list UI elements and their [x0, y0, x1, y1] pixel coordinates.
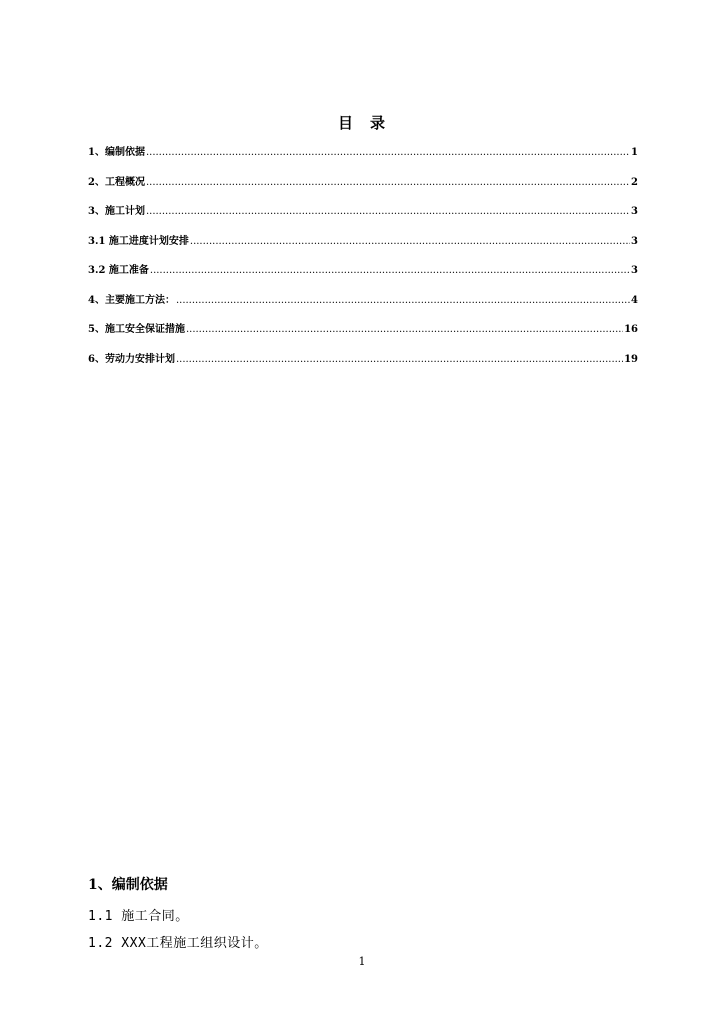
- toc-entry-label: 2、工程概况: [88, 176, 145, 188]
- toc-entry-label: 5、施工安全保证措施: [88, 324, 185, 335]
- toc-entry[interactable]: [88, 350, 638, 380]
- toc-entry[interactable]: [88, 202, 638, 232]
- toc-entry[interactable]: [88, 232, 638, 262]
- toc-entry-label: 4、主要施工方法：: [88, 294, 175, 306]
- body-line: 1.2 XXX工程施工组织设计。: [88, 936, 268, 951]
- toc-entry[interactable]: [88, 173, 638, 203]
- toc-title: 目 录: [337, 114, 386, 132]
- toc-leader-dots: [176, 295, 630, 306]
- toc-leader-dots: [150, 265, 630, 276]
- toc-leader-dots: [186, 324, 623, 335]
- toc-entry-page: 3: [631, 206, 638, 217]
- toc-entry-page: 2: [631, 176, 638, 188]
- toc-entry-label: 3.2 施工准备: [88, 265, 149, 276]
- toc-entry-page: 3: [631, 235, 638, 247]
- toc-entry-page: 3: [631, 265, 638, 276]
- toc-entry[interactable]: [88, 291, 638, 321]
- page-number: 1: [358, 955, 366, 968]
- toc-entry[interactable]: [88, 320, 638, 350]
- toc-entry-page: 16: [624, 324, 638, 335]
- toc-leader-dots: [146, 147, 630, 158]
- body-line: 1.1 施工合同。: [88, 909, 189, 924]
- toc-leader-dots: [146, 206, 630, 217]
- toc-entry[interactable]: [88, 143, 638, 173]
- toc-entry-label: 3.1 施工进度计划安排: [88, 235, 189, 247]
- toc-leader-dots: [190, 236, 630, 247]
- toc-entry-label: 3、施工计划: [88, 206, 145, 217]
- toc-entry-label: 1、编制依据: [88, 147, 145, 158]
- toc-entry-page: 19: [624, 353, 638, 365]
- toc-list: [88, 143, 638, 379]
- section-heading: 1、编制依据: [88, 877, 168, 893]
- toc-leader-dots: [176, 354, 623, 365]
- toc-entry-label: 6、劳动力安排计划: [88, 353, 175, 365]
- toc-entry-page: 4: [631, 294, 638, 306]
- toc-entry[interactable]: [88, 261, 638, 291]
- toc-entry-page: 1: [631, 147, 638, 158]
- toc-leader-dots: [146, 177, 630, 188]
